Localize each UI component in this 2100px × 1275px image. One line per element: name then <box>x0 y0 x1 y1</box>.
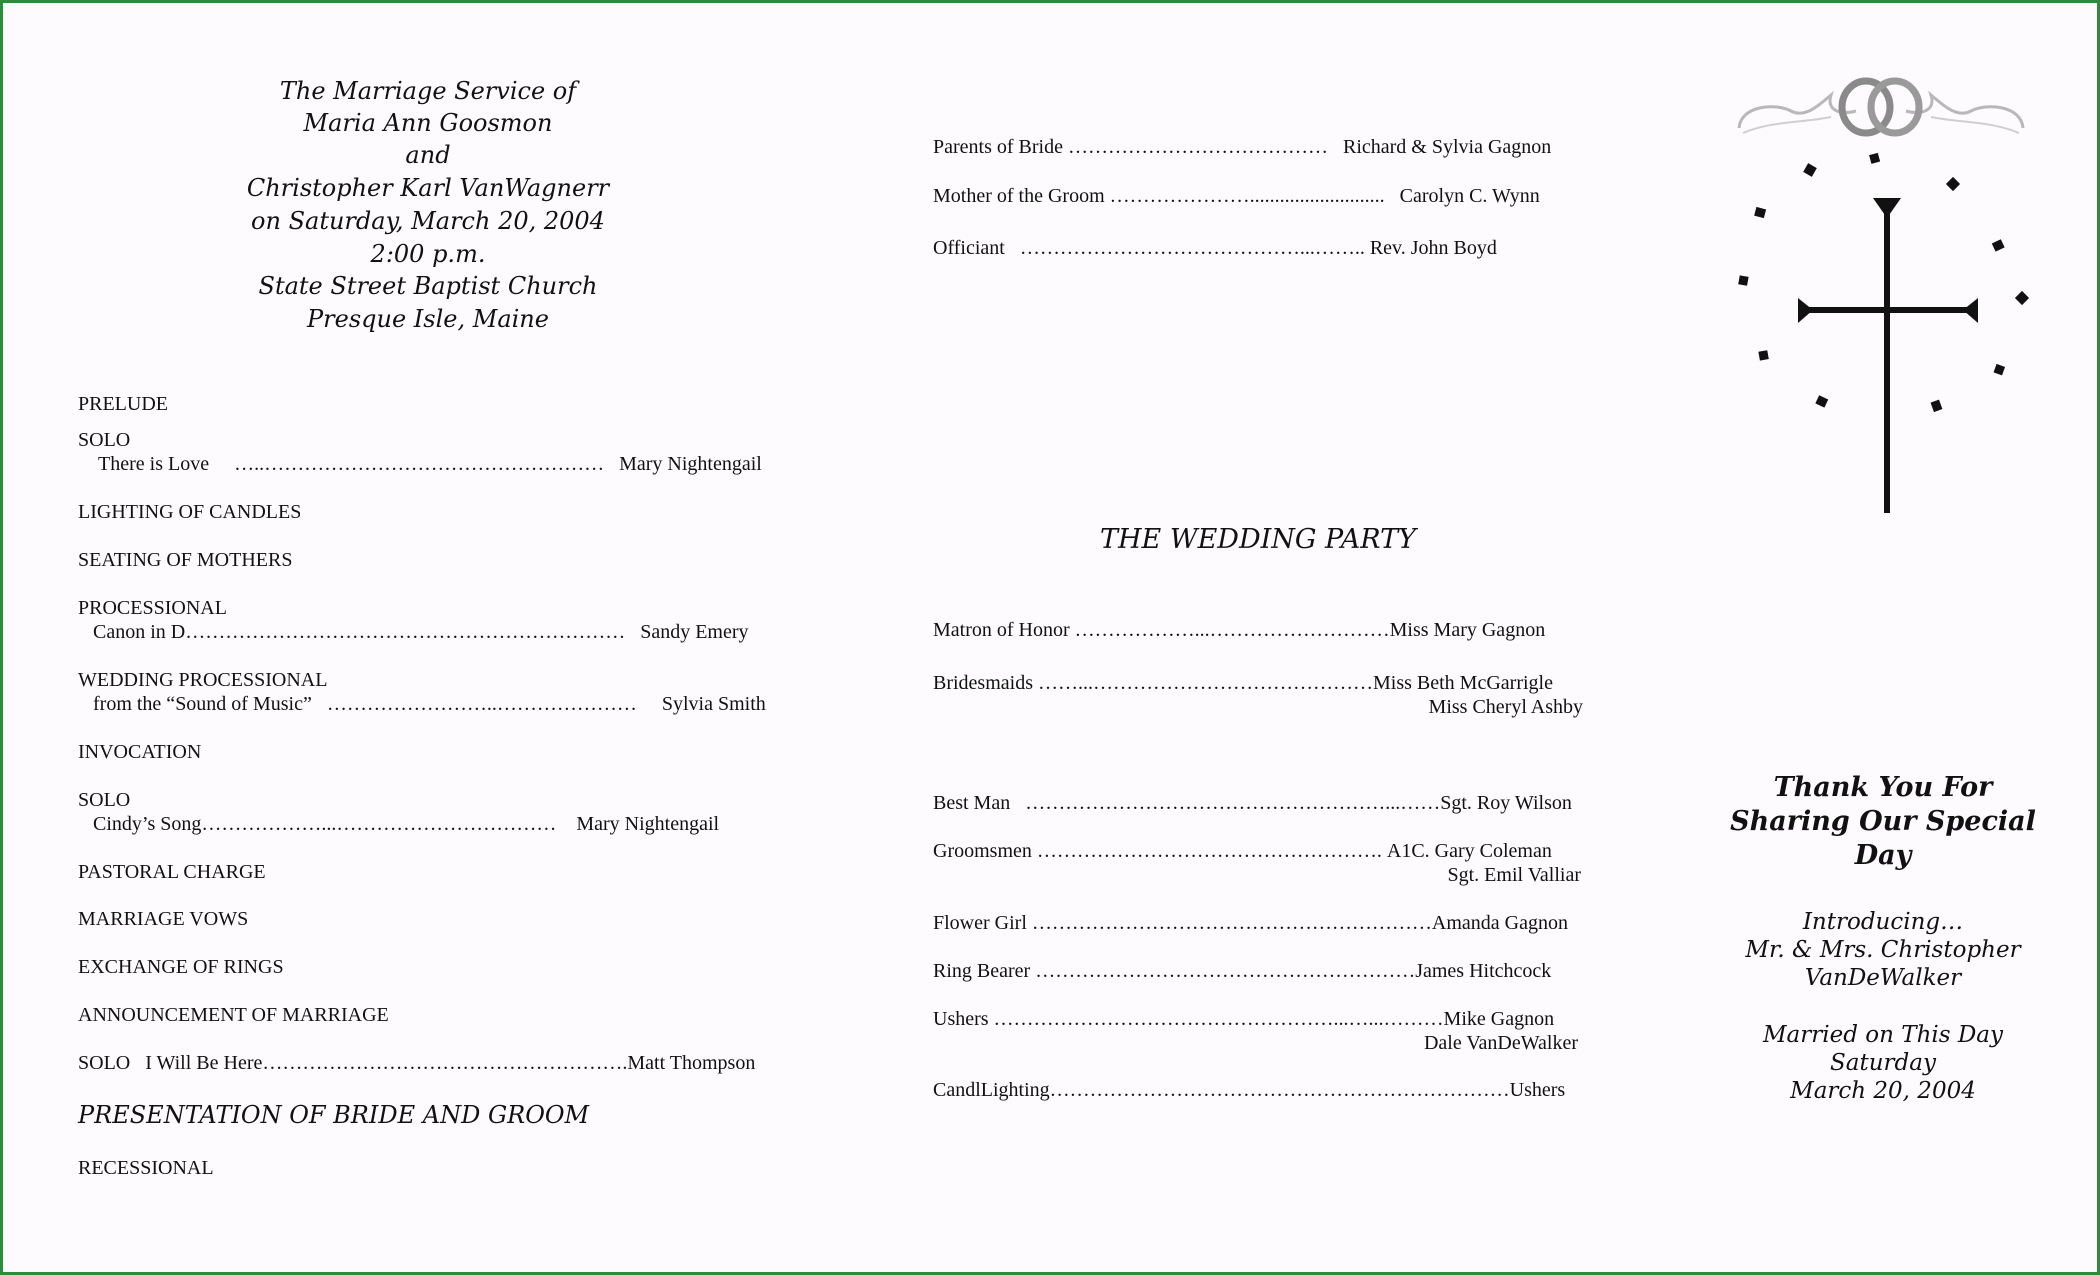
party-name-continued: Dale VanDeWalker <box>1423 1032 1578 1054</box>
section-seating-of-mothers: SEATING OF MOTHERS <box>78 549 293 571</box>
party-row-candle-lighting: CandlLighting……………………………………………………………Ushers <box>933 1079 1566 1101</box>
header-line: on Saturday, March 20, 2004 <box>251 207 605 235</box>
married-day: Saturday <box>1830 1050 1936 1076</box>
solo-piece: There is Love …..…………………………………………… Mary Nightengail <box>98 453 762 475</box>
section-solo: SOLO <box>78 789 131 811</box>
wedding-rings-icon <box>1731 73 2031 153</box>
dot-leader: ………………...…………………………… <box>201 813 557 835</box>
wedding-processional-piece: from the “Sound of Music” ……………………..………………… Sylvia Smith <box>93 693 766 715</box>
performer: Sandy Emery <box>640 621 749 643</box>
header-line: and <box>405 141 451 169</box>
party-row-groomsmen: Groomsmen ……………………………………………. A1C. Gary Coleman <box>933 840 1552 862</box>
dot-leader: ……………………………………………...…...……… <box>993 1008 1444 1030</box>
family-row: Mother of the Groom …………………........................... Carolyn C. Wynn <box>933 185 1540 207</box>
dot-leader: …………………………………………………………… <box>1049 1079 1510 1101</box>
section-lighting-of-candles: LIGHTING OF CANDLES <box>78 501 302 523</box>
dot-leader: ………………………………………………...…… <box>1025 792 1441 814</box>
dot-leader: ……………………..………………… <box>326 693 637 715</box>
thanks-line: Thank You For <box>1773 772 1993 803</box>
section-pastoral-charge: PASTORAL CHARGE <box>78 861 266 883</box>
party-name-continued: Miss Cheryl Ashby <box>1428 696 1583 718</box>
party-row-ushers: Ushers ……………………………………………...…...………Mike Gagnon <box>933 1008 1555 1030</box>
section-wedding-processional: WEDDING PROCESSIONAL <box>78 669 328 691</box>
party-row-matron: Matron of Honor ………………...………………………Miss Mary Gagnon <box>933 619 1546 641</box>
dot-leader: ………………………………………………………… <box>185 621 626 643</box>
section-invocation: INVOCATION <box>78 741 202 763</box>
cross-icon <box>1723 143 2043 523</box>
dot-leader: ………………………………………………… <box>1035 960 1416 982</box>
thanks-line: Day <box>1854 840 1912 871</box>
section-processional: PROCESSIONAL <box>78 597 227 619</box>
header-line: State Street Baptist Church <box>258 272 598 300</box>
dot-leader: ………………………………………………. <box>262 1052 628 1074</box>
solo-piece: Cindy’s Song………………...…………………………… Mary Nightengail <box>93 813 720 835</box>
performer: Mary Nightengail <box>619 453 762 475</box>
family-row: Officiant ……………………………………...…….. Rev. John Boyd <box>933 237 1497 259</box>
section-announcement: ANNOUNCEMENT OF MARRIAGE <box>78 1004 389 1026</box>
header-line: Maria Ann Goosmon <box>303 109 553 137</box>
couple-name-line: Mr. & Mrs. Christopher <box>1745 937 2021 963</box>
married-line: Married on This Day <box>1763 1022 2003 1048</box>
party-row-flower-girl: Flower Girl ……………………………………………………Amanda Gagnon <box>933 912 1568 934</box>
performer: Sylvia Smith <box>661 693 766 715</box>
party-row-ring-bearer: Ring Bearer …………………………………………………James Hitchcock <box>933 960 1552 982</box>
header-line: Christopher Karl VanWagnerr <box>246 174 610 202</box>
section-recessional: RECESSIONAL <box>78 1157 214 1179</box>
section-solo: SOLO <box>78 429 131 451</box>
header-line: The Marriage Service of <box>279 77 577 105</box>
dot-leader: …………………........................... <box>1109 185 1385 207</box>
performer: Matt Thompson <box>627 1052 756 1074</box>
section-exchange-of-rings: EXCHANGE OF RINGS <box>78 956 284 978</box>
thanks-line: Sharing Our Special <box>1730 806 2036 837</box>
wedding-party-heading: THE WEDDING PARTY <box>1100 524 1416 555</box>
section-solo-i-will-be-here: SOLO I Will Be Here……………………………………………….Matt Thompson <box>78 1052 756 1074</box>
introducing-line: Introducing… <box>1802 909 1964 935</box>
section-prelude: PRELUDE <box>78 393 168 415</box>
dot-leader: ……...…………………………………… <box>1038 672 1373 694</box>
dot-leader: ……………………………………………. <box>1036 840 1382 862</box>
dot-leader: …………………………………………………… <box>1031 912 1432 934</box>
section-presentation: PRESENTATION OF BRIDE AND GROOM <box>78 1101 590 1129</box>
header-line: 2:00 p.m. <box>370 240 486 268</box>
header-line: Presque Isle, Maine <box>307 305 549 333</box>
dot-leader: ………………...……………………… <box>1074 619 1390 641</box>
couple-name-line: VanDeWalker <box>1804 965 1962 991</box>
party-row-best-man: Best Man ………………………………………………...……Sgt. Roy Wilson <box>933 792 1572 814</box>
performer: Mary Nightengail <box>576 813 720 835</box>
married-date: March 20, 2004 <box>1790 1078 1976 1104</box>
dot-leader: …..…………………………………………… <box>234 453 605 475</box>
dot-leader: ……………………………………...…….. <box>1019 237 1365 259</box>
party-row-bridesmaids: Bridesmaids ……...……………………………………Miss Beth McGarrigle <box>933 672 1553 694</box>
processional-piece: Canon in D………………………………………………………… Sandy Emery <box>93 621 749 643</box>
dot-leader: ………………………………… <box>1067 136 1328 158</box>
party-name-continued: Sgt. Emil Valliar <box>1447 864 1581 886</box>
family-row: Parents of Bride ………………………………… Richard & Sylvia Gagnon <box>933 136 1552 158</box>
section-marriage-vows: MARRIAGE VOWS <box>78 908 249 930</box>
